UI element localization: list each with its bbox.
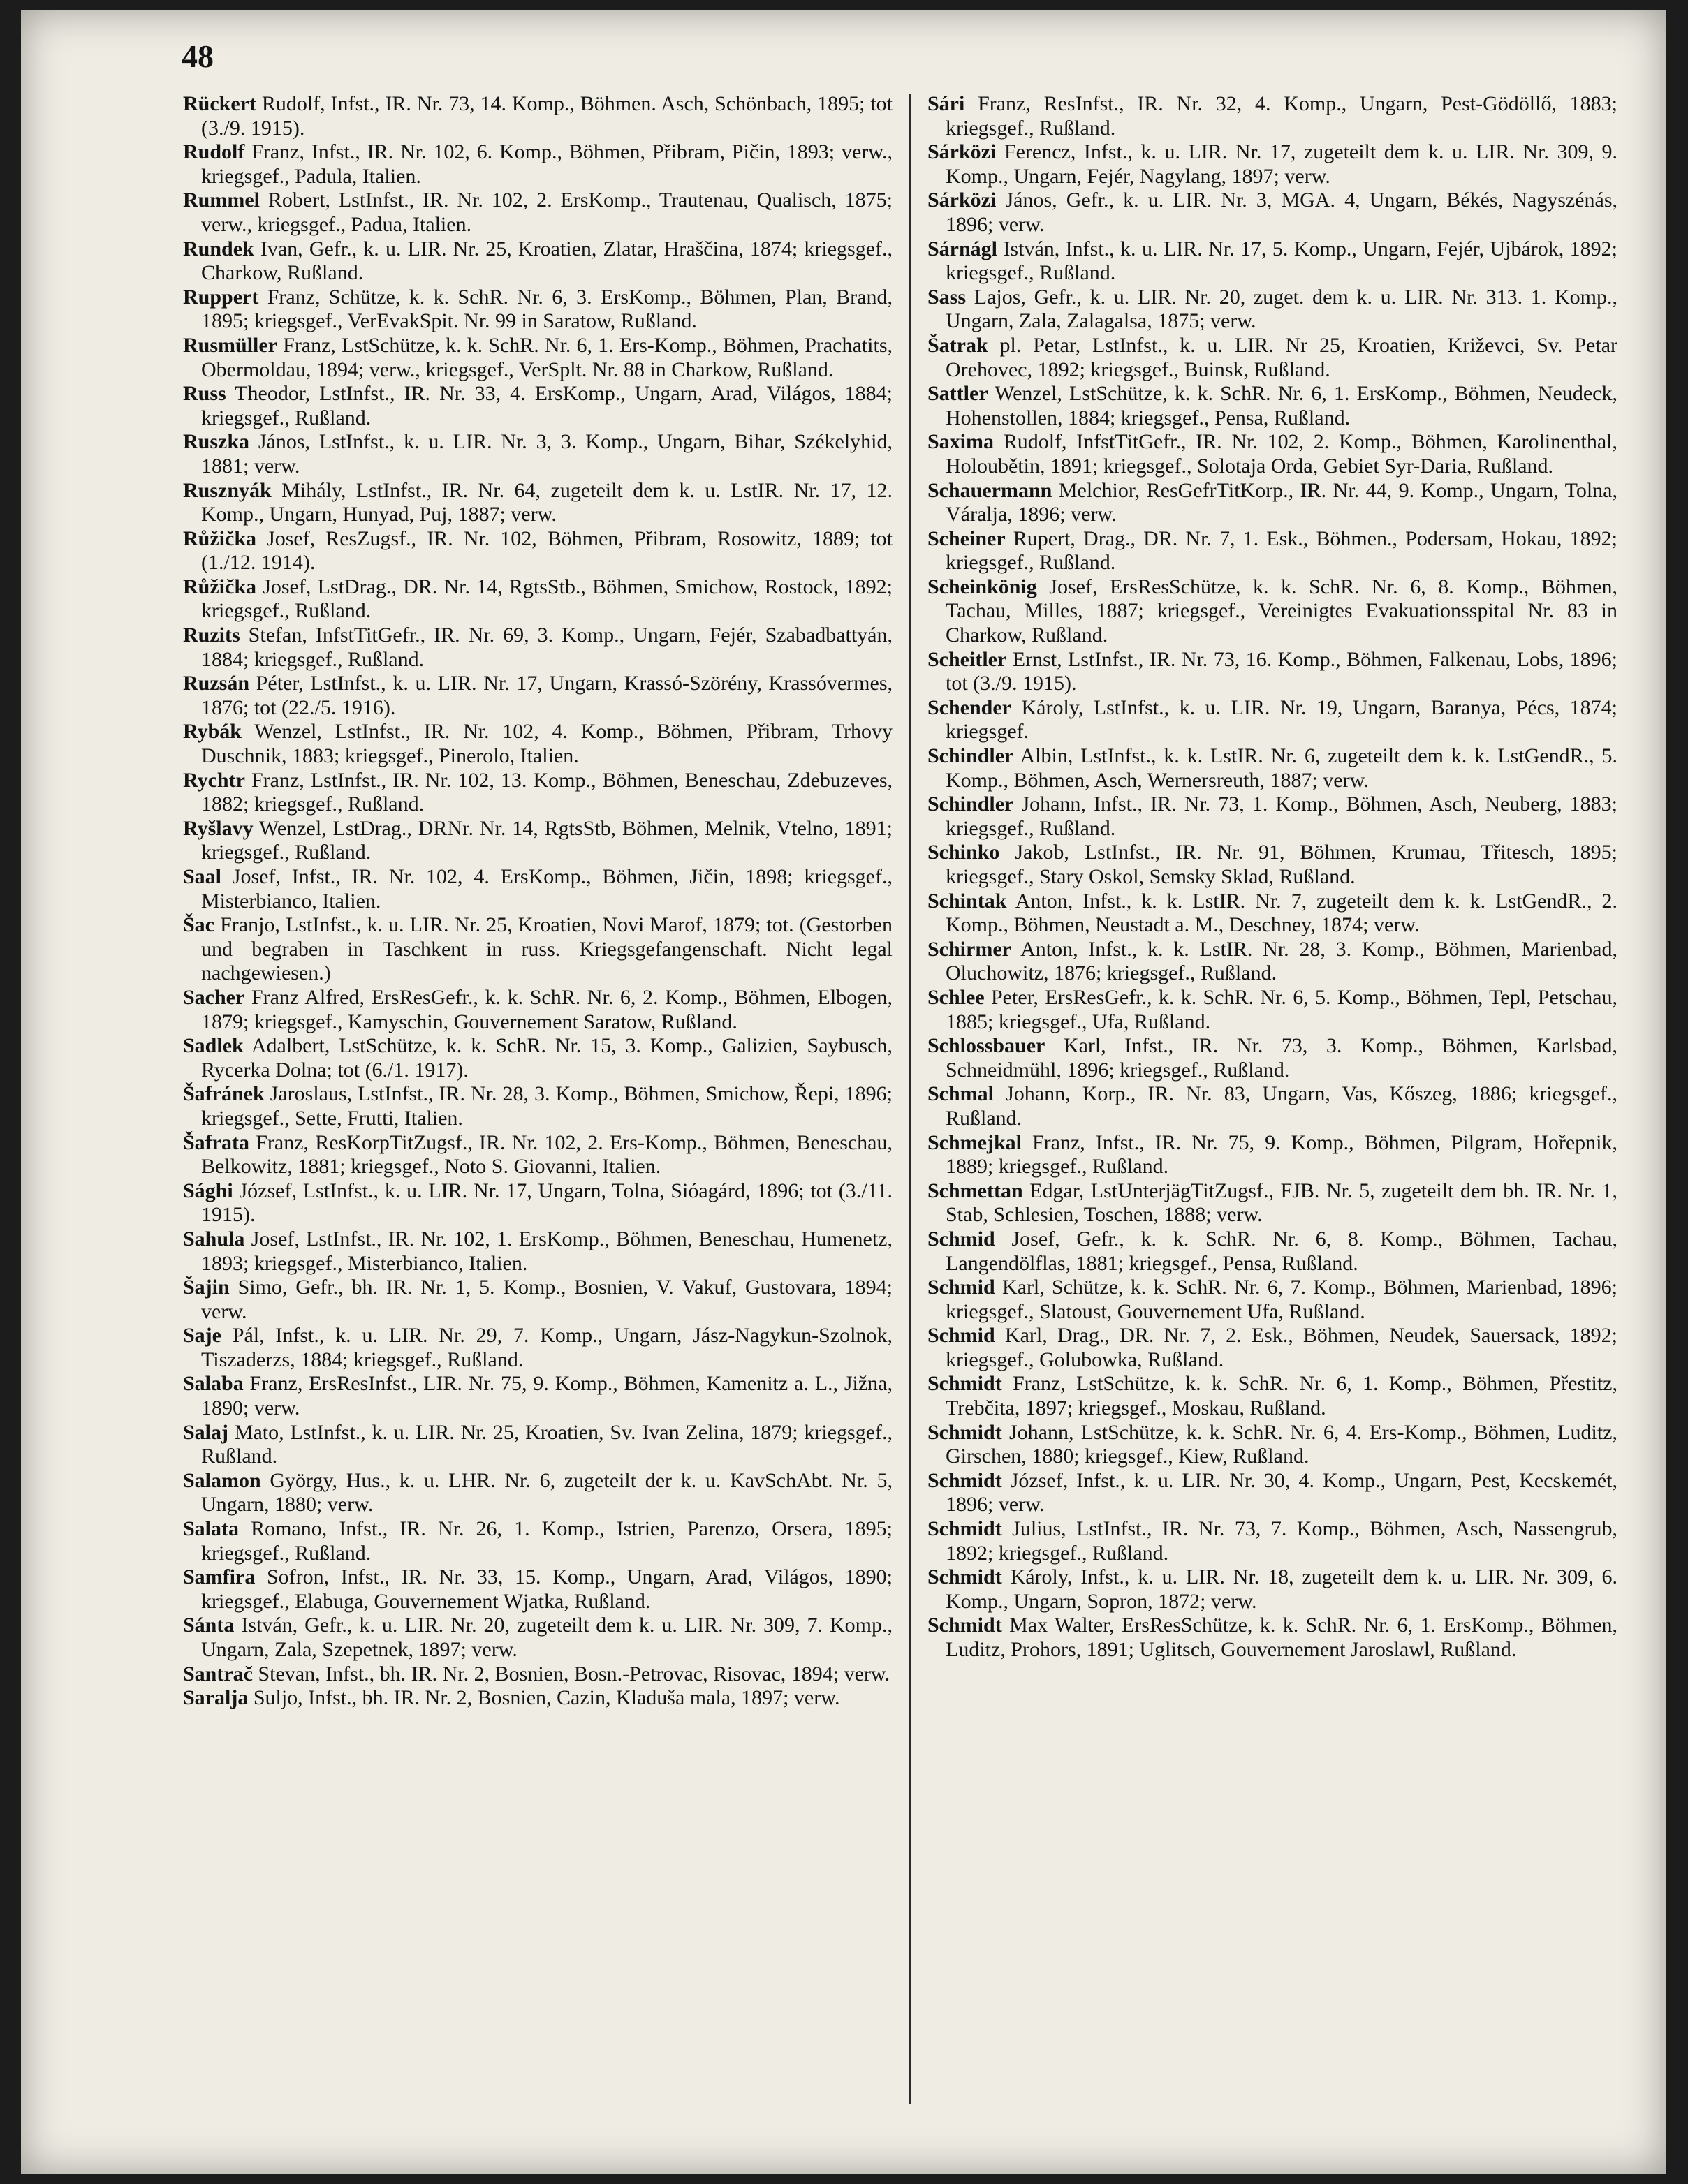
register-entry	[183, 1082, 893, 1130]
entry-details: Péter, LstInfst., k. u. LIR. Nr. 17, Ungarn, Krassó-Szörény, Krassóvermes, 1876; tot (22./5. 1916).	[201, 672, 893, 719]
entry-details: Károly, LstInfst., k. u. LIR. Nr. 19, Ungarn, Baranya, Pécs, 1874; kriegsgef.	[946, 695, 1617, 744]
entry-details: Franz, ErsResInfst., LIR. Nr. 75, 9. Komp., Böhmen, Kamenitz a. L., Jižna, 1890; verw.	[201, 1372, 893, 1420]
entry-surname: Rummel	[183, 189, 260, 212]
register-entry	[927, 334, 1617, 382]
entry-details: Suljo, Infst., bh. IR. Nr. 2, Bosnien, Cazin, Kladuša mala, 1897; verw.	[248, 1686, 840, 1710]
register-entry	[927, 841, 1617, 889]
entry-surname: Sánta	[183, 1614, 235, 1637]
register-entry	[183, 92, 893, 140]
entry-details: György, Hus., k. u. LHR. Nr. 6, zugeteilt der k. u. KavSchAbt. Nr. 5, Ungarn, 1880; verw.	[201, 1468, 893, 1517]
entry-details: Ferencz, Infst., k. u. LIR. Nr. 17, zugeteilt dem k. u. LIR. Nr. 309, 9. Komp., Ungarn, Fejér, Nagylang, 1897; verw.	[946, 140, 1617, 188]
register-entry	[183, 769, 893, 817]
entry-details: Julius, LstInfst., IR. Nr. 73, 7. Komp., Böhmen, Asch, Nassengrub, 1892; kriegsgef., Rußland.	[946, 1517, 1617, 1565]
register-entry	[183, 624, 893, 672]
entry-surname: Sárközi	[927, 140, 997, 164]
entry-surname: Rückert	[183, 92, 256, 115]
entry-details: Pál, Infst., k. u. LIR. Nr. 29, 7. Komp., Ungarn, Jász-Nagykun-Szolnok, Tiszaderzs, 1884; kriegsgef., Rußland.	[201, 1324, 893, 1371]
entry-surname: Salaj	[183, 1420, 229, 1444]
entry-details: Max Walter, ErsResSchütze, k. k. SchR. Nr. 6, 1. ErsKomp., Böhmen, Luditz, Prohors, 1891; Uglitsch, Gouvernement Jaroslawl, Rußland.	[946, 1614, 1617, 1661]
register-entry	[927, 1324, 1617, 1372]
entry-surname: Saralja	[183, 1686, 249, 1710]
entry-surname: Schmejkal	[927, 1130, 1022, 1154]
entry-details: Franz Alfred, ErsResGefr., k. k. SchR. Nr. 6, 2. Komp., Böhmen, Elbogen, 1879; kriegsgef., Kamyschin, Gouvernement Saratow, Rußland.	[201, 985, 893, 1033]
entry-details: Mihály, LstInfst., IR. Nr. 64, zugeteilt dem k. u. LstIR. Nr. 17, 12. Komp., Ungarn, Hunyad, Puj, 1887; verw.	[201, 478, 893, 526]
entry-details: Franz, LstSchütze, k. k. SchR. Nr. 6, 1. Ers-Komp., Böhmen, Prachatits, Obermoldau, 1894; verw., kriegsgef., VerSplt. Nr. 88 in Charkow, Rußland.	[201, 333, 893, 381]
register-entry	[183, 1517, 893, 1565]
register-entry	[927, 382, 1617, 430]
entry-details: Edgar, LstUnterjägTitZugsf., FJB. Nr. 5, zugeteilt dem bh. IR. Nr. 1, Stab, Schlesien, Toschen, 1888; verw.	[946, 1179, 1617, 1227]
entry-surname: Schauermann	[927, 478, 1052, 502]
entry-details: Romano, Infst., IR. Nr. 26, 1. Komp., Istrien, Parenzo, Orsera, 1895; kriegsgef., Rußland.	[201, 1517, 893, 1565]
entry-surname: Sárnágl	[927, 237, 998, 260]
entry-details: Josef, Infst., IR. Nr. 102, 4. ErsKomp., Böhmen, Jičin, 1898; kriegsgef., Misterbianco, Italien.	[201, 865, 893, 913]
entry-surname: Schmidt	[927, 1565, 1002, 1589]
entry-details: Franz, Infst., IR. Nr. 102, 6. Komp., Böhmen, Přibram, Pičin, 1893; verw., kriegsgef., Padula, Italien.	[201, 140, 893, 188]
entry-surname: Schlossbauer	[927, 1034, 1045, 1058]
register-entry	[927, 986, 1617, 1034]
entry-details: János, Gefr., k. u. LIR. Nr. 3, MGA. 4, Ungarn, Békés, Nagyszénás, 1896; verw.	[946, 189, 1617, 236]
entry-details: Josef, LstInfst., IR. Nr. 102, 1. ErsKomp., Böhmen, Beneschau, Humenetz, 1893; kriegsgef., Misterbianco, Italien.	[201, 1227, 893, 1275]
entry-details: Franz, LstSchütze, k. k. SchR. Nr. 6, 1. Komp., Böhmen, Přestitz, Trebčita, 1897; kriegsgef., Moskau, Rußland.	[946, 1372, 1617, 1420]
register-entry	[183, 1034, 893, 1082]
entry-surname: Schmidt	[927, 1614, 1002, 1637]
entry-details: István, Infst., k. u. LIR. Nr. 17, 5. Komp., Ungarn, Fejér, Ujbárok, 1892; kriegsgef., Rußland.	[946, 237, 1617, 285]
entry-surname: Schirmer	[927, 937, 1011, 961]
entry-surname: Scheinkönig	[927, 575, 1037, 598]
entry-details: Robert, LstInfst., IR. Nr. 102, 2. ErsKomp., Trautenau, Qualisch, 1875; verw., kriegsgef., Padua, Italien.	[201, 189, 893, 236]
register-entry	[183, 527, 893, 575]
entry-details: Rupert, Drag., DR. Nr. 7, 1. Esk., Böhmen., Podersam, Hokau, 1892; kriegsgef., Rußland.	[946, 526, 1617, 575]
register-entry	[927, 744, 1617, 792]
entry-surname: Salaba	[183, 1372, 244, 1396]
entry-details: Franz, ResInfst., IR. Nr. 32, 4. Komp., Ungarn, Pest-Gödöllő, 1883; kriegsgef., Rußland.	[946, 92, 1617, 140]
entry-details: Franjo, LstInfst., k. u. LIR. Nr. 25, Kroatien, Novi Marof, 1879; tot. (Gestorben und begraben in Taschkent in russ. Kriegsgefangenschaft. Nicht legal nachgewiesen.)	[201, 913, 893, 985]
entry-details: Lajos, Gefr., k. u. LIR. Nr. 20, zuget. dem k. u. LIR. Nr. 313. 1. Komp., Ungarn, Zala, Zalagalsa, 1875; verw.	[946, 285, 1617, 333]
entry-details: Ernst, LstInfst., IR. Nr. 73, 16. Komp., Böhmen, Falkenau, Lobs, 1896; tot (3./9. 1915).	[946, 647, 1617, 695]
register-entry	[927, 648, 1617, 696]
entry-details: József, Infst., k. u. LIR. Nr. 30, 4. Komp., Ungarn, Pest, Kecskemét, 1896; verw.	[946, 1468, 1617, 1517]
entry-surname: Rybák	[183, 720, 242, 744]
register-entry	[927, 890, 1617, 938]
register-entry	[183, 865, 893, 913]
register-entry	[183, 1276, 893, 1324]
entry-details: József, LstInfst., k. u. LIR. Nr. 17, Ungarn, Tolna, Sióagárd, 1896; tot (3./11. 1915).	[201, 1179, 893, 1227]
entry-details: Peter, ErsResGefr., k. k. SchR. Nr. 6, 5. Komp., Böhmen, Tepl, Petschau, 1885; kriegsgef., Ufa, Rußland.	[946, 985, 1617, 1033]
entry-surname: Sárközi	[927, 189, 997, 212]
register-entry	[183, 575, 893, 624]
entry-details: Franz, Schütze, k. k. SchR. Nr. 6, 3. ErsKomp., Böhmen, Plan, Brand, 1895; kriegsgef., VerEvakSpit. Nr. 99 in Saratow, Rußland.	[201, 285, 893, 333]
register-entry	[183, 913, 893, 986]
register-entry	[927, 1614, 1617, 1662]
entry-surname: Schmidt	[927, 1420, 1002, 1444]
entry-surname: Scheitler	[927, 647, 1007, 671]
register-entry	[927, 1372, 1617, 1420]
entry-details: Josef, LstDrag., DR. Nr. 14, RgtsStb., Böhmen, Smichow, Rostock, 1892; kriegsgef., Rußland.	[201, 575, 893, 623]
entry-details: János, LstInfst., k. u. LIR. Nr. 3, 3. Komp., Ungarn, Bihar, Székelyhid, 1881; verw.	[201, 430, 893, 478]
entry-surname: Ryšlavy	[183, 816, 254, 840]
entry-details: Franz, Infst., IR. Nr. 75, 9. Komp., Böhmen, Pilgram, Hořepnik, 1889; kriegsgef., Rußland.	[946, 1130, 1617, 1179]
entry-surname: Sattler	[927, 382, 988, 406]
entry-surname: Schintak	[927, 889, 1007, 913]
entry-details: Karl, Schütze, k. k. SchR. Nr. 6, 7. Komp., Böhmen, Marienbad, 1896; kriegsgef., Slatoust, Gouvernement Ufa, Rußland.	[946, 1276, 1617, 1323]
entry-details: Josef, ResZugsf., IR. Nr. 102, Böhmen, Přibram, Rosowitz, 1889; tot (1./12. 1914).	[201, 526, 893, 575]
entry-surname: Šafrata	[183, 1130, 249, 1154]
register-entry	[183, 334, 893, 382]
entry-details: Wenzel, LstSchütze, k. k. SchR. Nr. 6, 1. ErsKomp., Böhmen, Neudeck, Hohenstollen, 1884; kriegsgef., Pensa, Rußland.	[946, 382, 1617, 429]
entry-surname: Salata	[183, 1517, 240, 1541]
entry-details: Sofron, Infst., IR. Nr. 33, 15. Komp., Ungarn, Arad, Világos, 1890; kriegsgef., Elabuga, Gouvernement Wjatka, Rußland.	[201, 1565, 893, 1613]
entry-surname: Scheiner	[927, 526, 1006, 550]
register-entry	[927, 696, 1617, 744]
entry-surname: Ruppert	[183, 285, 259, 309]
register-entry	[183, 237, 893, 286]
entry-details: Franz, ResKorpTitZugsf., IR. Nr. 102, 2. Ers-Komp., Böhmen, Beneschau, Belkowitz, 1881; kriegsgef., Noto S. Giovanni, Italien.	[201, 1130, 893, 1179]
register-entry	[183, 1324, 893, 1372]
register-entry	[927, 527, 1617, 575]
register-entry	[183, 1227, 893, 1276]
register-entry	[927, 1179, 1617, 1227]
entry-surname: Sári	[927, 92, 965, 115]
entry-surname: Růžička	[183, 575, 256, 598]
entry-surname: Schindler	[927, 792, 1014, 816]
entry-surname: Schmidt	[927, 1468, 1002, 1492]
register-entry	[183, 1372, 893, 1420]
entry-surname: Šajin	[183, 1276, 230, 1299]
register-entry	[927, 140, 1617, 189]
entry-surname: Russ	[183, 382, 226, 406]
register-entry	[927, 430, 1617, 478]
entry-surname: Schmal	[927, 1082, 995, 1106]
column-divider	[909, 94, 911, 2104]
entry-details: Wenzel, LstDrag., DRNr. Nr. 14, RgtsStb, Böhmen, Melnik, Vtelno, 1891; kriegsgef., Rußland.	[201, 816, 893, 864]
register-entry	[183, 479, 893, 527]
entry-surname: Schmidt	[927, 1517, 1002, 1541]
entry-surname: Sacher	[183, 985, 245, 1009]
entry-details: Stevan, Infst., bh. IR. Nr. 2, Bosnien, Bosn.-Petrovac, Risovac, 1894; verw.	[253, 1662, 890, 1685]
register-entry	[183, 1662, 893, 1687]
entry-surname: Rusznyák	[183, 478, 272, 502]
entry-surname: Schmid	[927, 1324, 995, 1348]
entry-surname: Sass	[927, 285, 967, 309]
register-entry	[927, 1082, 1617, 1130]
entry-surname: Ruzits	[183, 624, 240, 647]
entry-surname: Růžička	[183, 526, 256, 550]
entry-details: Adalbert, LstSchütze, k. k. SchR. Nr. 15, 3. Komp., Galizien, Saybusch, Rycerka Dolna; tot (6./1. 1917).	[201, 1034, 893, 1082]
register-entry	[927, 1517, 1617, 1565]
register-entry	[183, 1421, 893, 1469]
document-page	[21, 10, 1666, 2174]
entry-surname: Rundek	[183, 237, 254, 260]
right-column	[927, 92, 1617, 1662]
entry-details: István, Gefr., k. u. LIR. Nr. 20, zugeteilt dem k. u. LIR. Nr. 309, 7. Komp., Ungarn, Zala, Szepetnek, 1897; verw.	[201, 1614, 893, 1661]
entry-surname: Rychtr	[183, 768, 245, 792]
entry-surname: Ruzsán	[183, 672, 250, 695]
register-entry	[927, 92, 1617, 140]
page-number: 48	[182, 38, 214, 74]
entry-surname: Sahula	[183, 1227, 245, 1250]
entry-surname: Šafránek	[183, 1082, 265, 1106]
entry-details: Anton, Infst., k. k. LstIR. Nr. 28, 3. Komp., Böhmen, Marienbad, Oluchowitz, 1876; kriegsgef., Rußland.	[946, 937, 1617, 985]
register-entry	[183, 140, 893, 189]
register-entry	[183, 1686, 893, 1711]
register-entry	[927, 792, 1617, 841]
register-entry	[927, 938, 1617, 986]
register-entry	[927, 1469, 1617, 1517]
entry-surname: Rudolf	[183, 140, 245, 164]
entry-details: Rudolf, Infst., IR. Nr. 73, 14. Komp., Böhmen. Asch, Schönbach, 1895; tot (3./9. 1915).	[201, 92, 893, 140]
register-entry	[927, 286, 1617, 334]
register-entry	[183, 1131, 893, 1179]
register-entry	[183, 1179, 893, 1227]
register-entry	[183, 986, 893, 1034]
entry-details: Wenzel, LstInfst., IR. Nr. 102, 4. Komp., Böhmen, Přibram, Trhovy Duschnik, 1883; kriegsgef., Pinerolo, Italien.	[201, 720, 893, 768]
register-entry	[183, 430, 893, 478]
entry-details: Simo, Gefr., bh. IR. Nr. 1, 5. Komp., Bosnien, V. Vakuf, Gustovara, 1894; verw.	[201, 1276, 893, 1323]
register-entry	[183, 286, 893, 334]
entry-surname: Schmid	[927, 1276, 995, 1299]
register-entry	[927, 237, 1617, 286]
register-entry	[927, 479, 1617, 527]
register-entry	[183, 672, 893, 720]
entry-details: pl. Petar, LstInfst., k. u. LIR. Nr 25, Kroatien, Križevci, Sv. Petar Orehovec, 1892; kriegsgef., Buinsk, Rußland.	[946, 333, 1617, 381]
entry-details: Josef, ErsResSchütze, k. k. SchR. Nr. 6, 8. Komp., Böhmen, Tachau, Milles, 1887; kriegsgef., Vereinigtes Evakuationsspital Nr. 83 in Charkow, Rußland.	[946, 575, 1617, 647]
register-entry	[183, 382, 893, 430]
entry-details: Mato, LstInfst., k. u. LIR. Nr. 25, Kroatien, Sv. Ivan Zelina, 1879; kriegsgef., Rußland.	[201, 1420, 893, 1468]
entry-surname: Saxima	[927, 430, 995, 454]
entry-surname: Santrač	[183, 1662, 253, 1685]
entry-surname: Ruszka	[183, 430, 250, 454]
entry-surname: Šatrak	[927, 333, 988, 357]
entry-details: Karl, Drag., DR. Nr. 7, 2. Esk., Böhmen, Neudek, Sauersack, 1892; kriegsgef., Golubowka, Rußland.	[946, 1324, 1617, 1371]
entry-details: Károly, Infst., k. u. LIR. Nr. 18, zugeteilt dem k. u. LIR. Nr. 309, 6. Komp., Ungarn, Sopron, 1872; verw.	[946, 1565, 1617, 1613]
register-entry	[927, 1421, 1617, 1469]
entry-surname: Schender	[927, 695, 1011, 719]
register-entry	[183, 1469, 893, 1517]
entry-details: Josef, Gefr., k. k. SchR. Nr. 6, 8. Komp., Böhmen, Tachau, Langendölflas, 1881; kriegsgef., Pensa, Rußland.	[946, 1227, 1617, 1275]
entry-surname: Schmettan	[927, 1179, 1023, 1202]
entry-surname: Schindler	[927, 744, 1014, 768]
register-entry	[927, 1131, 1617, 1179]
entry-details: Johann, LstSchütze, k. k. SchR. Nr. 6, 4. Ers-Komp., Böhmen, Luditz, Girschen, 1880; kriegsgef., Kiew, Rußland.	[946, 1420, 1617, 1468]
entry-details: Ivan, Gefr., k. u. LIR. Nr. 25, Kroatien, Zlatar, Hraščina, 1874; kriegsgef., Charkow, Rußland.	[201, 237, 893, 285]
entry-details: Johann, Infst., IR. Nr. 73, 1. Komp., Böhmen, Asch, Neuberg, 1883; kriegsgef., Rußland.	[946, 792, 1617, 840]
entry-details: Rudolf, InfstTitGefr., IR. Nr. 102, 2. Komp., Böhmen, Karolinenthal, Holoubětin, 1891; kriegsgef., Solotaja Orda, Gebiet Syr-Daria, Rußland.	[946, 430, 1617, 478]
entry-surname: Rusmüller	[183, 333, 277, 357]
register-entry	[927, 1034, 1617, 1082]
left-column	[183, 92, 893, 1711]
register-entry	[183, 1614, 893, 1662]
entry-surname: Saal	[183, 865, 222, 888]
register-entry	[927, 1227, 1617, 1276]
entry-details: Melchior, ResGefrTitKorp., IR. Nr. 44, 9. Komp., Ungarn, Tolna, Váralja, 1896; verw.	[946, 478, 1617, 526]
entry-surname: Šac	[183, 913, 214, 937]
register-entry	[183, 817, 893, 865]
entry-surname: Salamon	[183, 1468, 261, 1492]
register-entry	[927, 189, 1617, 237]
entry-surname: Sághi	[183, 1179, 233, 1202]
entry-details: Johann, Korp., IR. Nr. 83, Ungarn, Vas, Kőszeg, 1886; kriegsgef., Rußland.	[946, 1082, 1617, 1130]
entry-surname: Schinko	[927, 841, 1000, 864]
entry-surname: Samfira	[183, 1565, 256, 1589]
entry-details: Franz, LstInfst., IR. Nr. 102, 13. Komp., Böhmen, Beneschau, Zdebuzeves, 1882; kriegsgef., Rußland.	[201, 768, 893, 816]
entry-details: Jaroslaus, LstInfst., IR. Nr. 28, 3. Komp., Böhmen, Smichow, Řepi, 1896; kriegsgef., Sette, Frutti, Italien.	[201, 1082, 893, 1130]
register-entry	[927, 1565, 1617, 1614]
register-entry	[183, 1565, 893, 1614]
register-entry	[927, 575, 1617, 648]
entry-surname: Schlee	[927, 985, 985, 1009]
register-entry	[927, 1276, 1617, 1324]
entry-details: Theodor, LstInfst., IR. Nr. 33, 4. ErsKomp., Ungarn, Arad, Világos, 1884; kriegsgef., Rußland.	[201, 382, 893, 429]
entry-surname: Saje	[183, 1324, 221, 1348]
register-entry	[183, 189, 893, 237]
entry-details: Jakob, LstInfst., IR. Nr. 91, Böhmen, Krumau, Třitesch, 1895; kriegsgef., Stary Oskol, Semsky Sklad, Rußland.	[946, 841, 1617, 888]
entry-details: Karl, Infst., IR. Nr. 73, 3. Komp., Böhmen, Karlsbad, Schneidmühl, 1896; kriegsgef., Rußland.	[946, 1034, 1617, 1082]
entry-details: Stefan, InfstTitGefr., IR. Nr. 69, 3. Komp., Ungarn, Fejér, Szabadbattyán, 1884; kriegsgef., Rußland.	[201, 624, 893, 671]
register-entry	[183, 720, 893, 768]
entry-details: Albin, LstInfst., k. k. LstIR. Nr. 6, zugeteilt dem k. k. LstGendR., 5. Komp., Böhmen, Asch, Wernersreuth, 1887; verw.	[946, 744, 1617, 792]
entry-surname: Sadlek	[183, 1034, 244, 1058]
entry-surname: Schmidt	[927, 1372, 1002, 1396]
entry-surname: Schmid	[927, 1227, 995, 1250]
entry-details: Anton, Infst., k. k. LstIR. Nr. 7, zugeteilt dem k. k. LstGendR., 2. Komp., Böhmen, Neustadt a. M., Deschney, 1874; verw.	[946, 889, 1617, 937]
